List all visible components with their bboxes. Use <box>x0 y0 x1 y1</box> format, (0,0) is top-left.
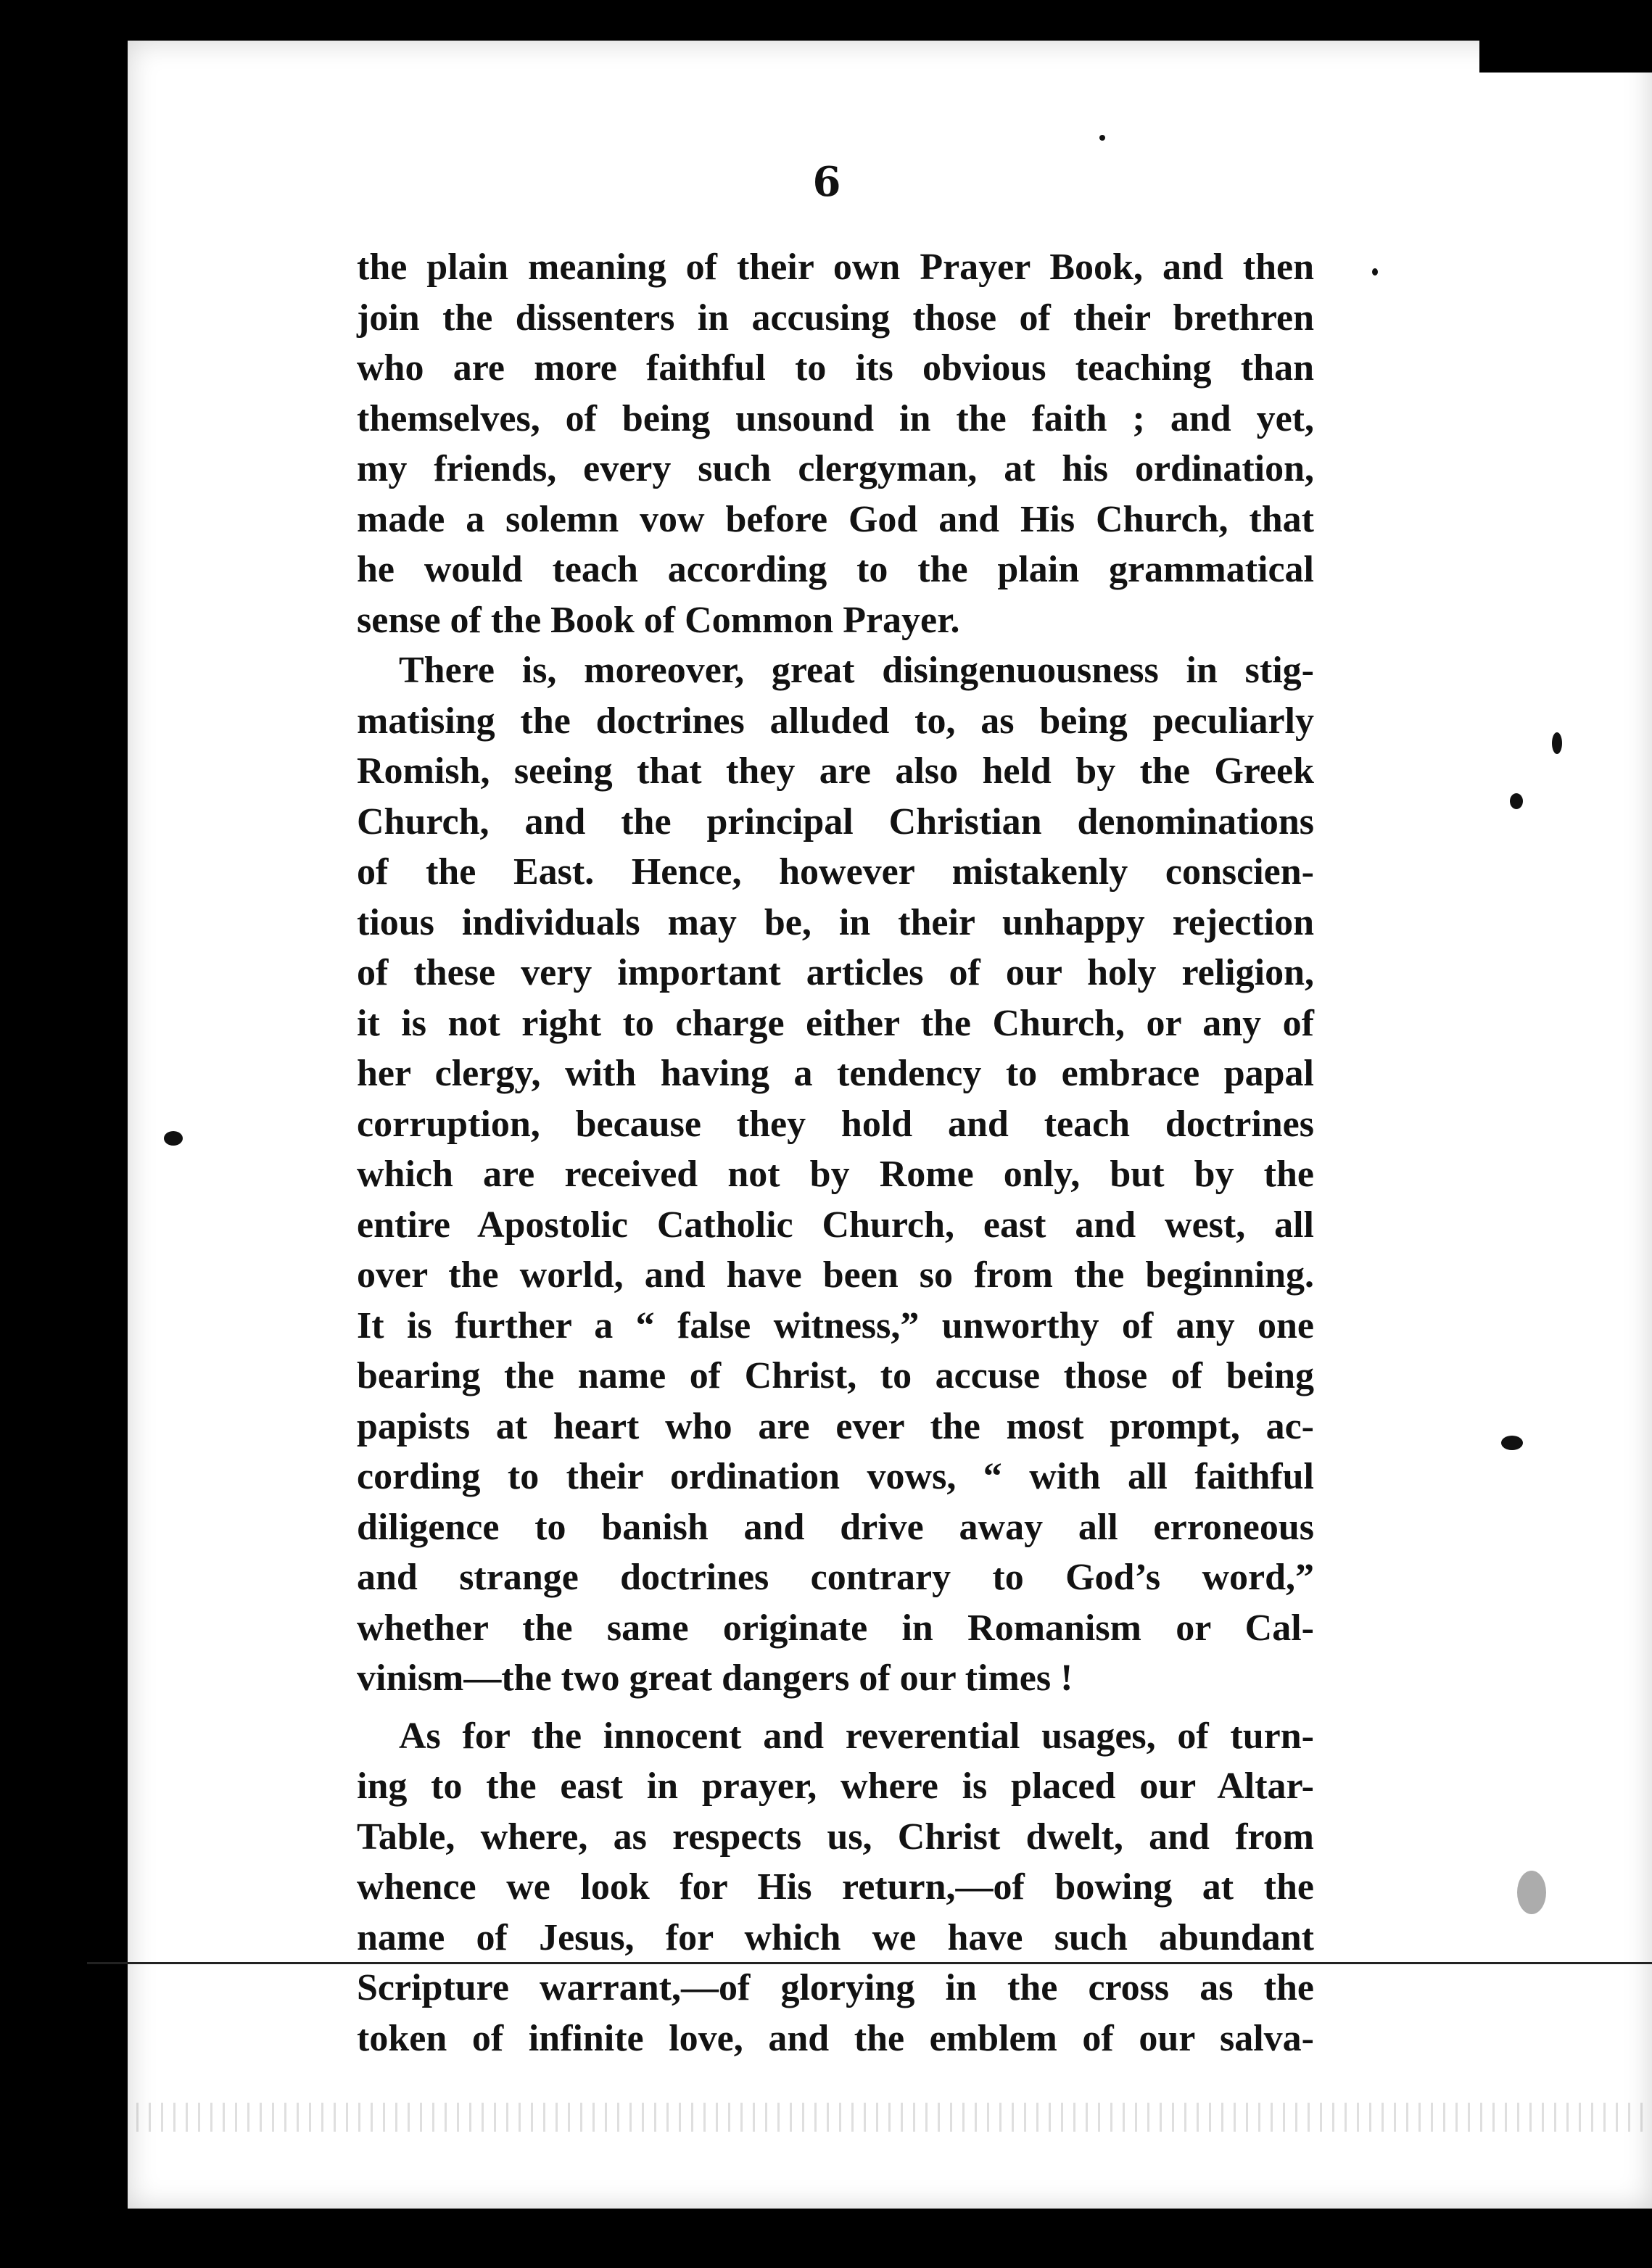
scan-speck <box>1510 793 1523 809</box>
text-line: token of infinite love, and the emblem of our salva- <box>357 2017 1314 2059</box>
scan-speck <box>1099 135 1105 141</box>
text-line: It is further a “ false witness,” unworthy of any one <box>357 1304 1314 1346</box>
text-line: Table, where, as respects us, Christ dwelt, and from <box>357 1816 1314 1858</box>
scan-speck <box>1552 732 1562 754</box>
text-line: name of Jesus, for which we have such abundant <box>357 1916 1314 1958</box>
text-line: which are received not by Rome only, but by the <box>357 1154 1314 1195</box>
text-line: made a solemn vow before God and His Church, that <box>357 498 1314 540</box>
text-line: my friends, every such clergyman, at his ordination, <box>357 448 1314 489</box>
text-line: he would teach according to the plain grammatical <box>357 549 1314 590</box>
scan-speck <box>1501 1436 1523 1450</box>
text-line: of these very important articles of our holy religion, <box>357 952 1314 993</box>
text-line: matising the doctrines alluded to, as being peculiarly <box>357 700 1314 742</box>
scan-artifact-line <box>87 1962 1652 1964</box>
text-line: her clergy, with having a tendency to embrace papal <box>357 1053 1314 1094</box>
text-line: who are more faithful to its obvious teaching than <box>357 347 1314 389</box>
text-line: over the world, and have been so from the beginning. <box>357 1254 1314 1296</box>
text-line: tious individuals may be, in their unhappy rejection <box>357 901 1314 943</box>
text-line: it is not right to charge either the Church, or any of <box>357 1002 1314 1044</box>
text-line: of the East. Hence, however mistakenly conscien- <box>357 851 1314 893</box>
scan-speck <box>1372 268 1378 276</box>
text-line: themselves, of being unsound in the faith ; and yet, <box>357 397 1314 439</box>
text-line: whence we look for His return,—of bowing at the <box>357 1866 1314 1908</box>
text-line: the plain meaning of their own Prayer Book, and then <box>357 247 1314 288</box>
page-number: 6 <box>812 158 841 206</box>
text-line: whether the same originate in Romanism or Cal- <box>357 1607 1314 1649</box>
body-text <box>357 242 1314 2064</box>
text-line: vinism—the two great dangers of our times ! <box>357 1657 1073 1699</box>
text-line: join the dissenters in accusing those of their brethren <box>357 297 1314 339</box>
text-line: ing to the east in prayer, where is placed our Altar- <box>357 1766 1314 1807</box>
text-line: Church, and the principal Christian denominations <box>357 800 1314 843</box>
scan-noise-band <box>87 2103 1652 2132</box>
text-line: cording to their ordination vows, “ with all faithful <box>357 1456 1314 1497</box>
text-line: and strange doctrines contrary to God’s word,” <box>357 1557 1314 1598</box>
text-line: Scripture warrant,—of glorying in the cross as the <box>357 1967 1314 2008</box>
paragraph-start-line: There is, moreover, great disingenuousness in stig- <box>399 650 1314 691</box>
scan-speck <box>1517 1871 1546 1914</box>
text-line: corruption, because they hold and teach doctrines <box>357 1103 1314 1145</box>
paragraph-start-line: As for the innocent and reverential usages, of turn- <box>399 1715 1314 1757</box>
scan-speck <box>164 1131 183 1146</box>
text-line: bearing the name of Christ, to accuse those of being <box>357 1355 1314 1396</box>
text-line: Romish, seeing that they are also held by the Greek <box>357 750 1314 792</box>
text-line: entire Apostolic Catholic Church, east and west, all <box>357 1204 1314 1246</box>
page-torn-corner <box>1479 29 1652 73</box>
text-line: diligence to banish and drive away all erroneous <box>357 1506 1314 1548</box>
text-line: papists at heart who are ever the most prompt, ac- <box>357 1405 1314 1447</box>
text-line: sense of the Book of Common Prayer. <box>357 599 960 641</box>
